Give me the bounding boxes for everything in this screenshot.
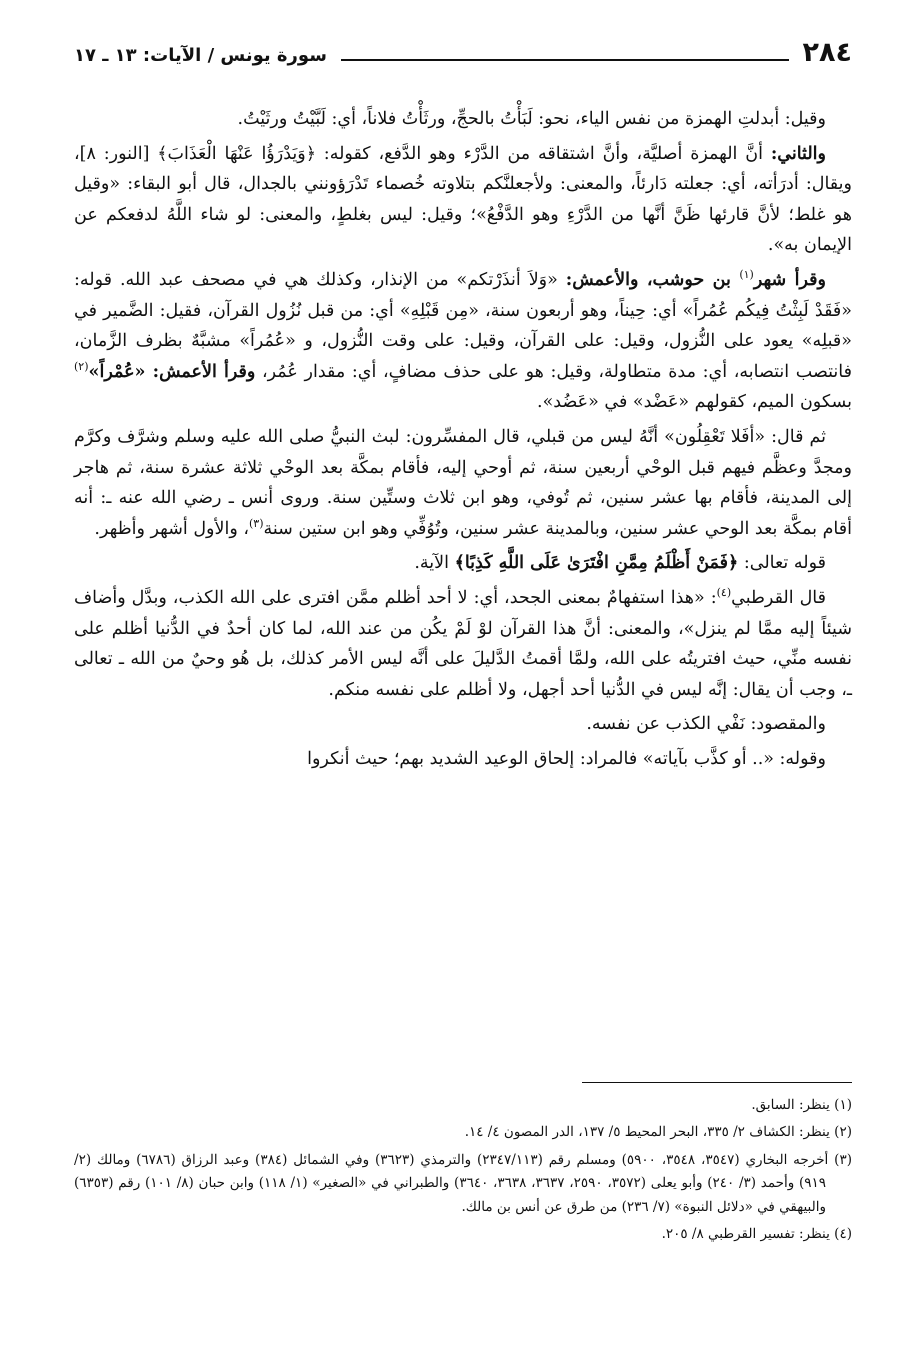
- footnotes: [74, 1094, 852, 1250]
- paragraph-2-label: والثاني:: [770, 143, 826, 164]
- paragraph-3: [74, 265, 852, 418]
- footnote-2: (٢) ينظر: الكشاف ٢/ ٣٣٥، البحر المحيط ٥/ ١٣٧، الدر المصون ٤/ ١٤.: [464, 1124, 852, 1141]
- footnote-ref-1[interactable]: (١): [739, 268, 754, 282]
- paragraph-6-start: قال القرطبي: [731, 587, 826, 608]
- paragraph-5: [74, 548, 852, 579]
- paragraph-3-text-a: «وَلاَ أنذَرْتكم» من الإنذار، وكذلك هي في مصحف عبد الله. قوله: «فَقَدْ لَبِثْتُ فِيكُم عُمُراً» أي: حِيناً، وهو أربعون سنة، «مِن قَبْلِهِ» أي: من قبل نُزُول القرآن، فقيل: الضَّمير في «قبلِه» يعود على النُّزول، وقيل: على القرآن، وقيل: على وقت النُّزول، و «عُمُراً» مشبَّهٌ بظرف الزَّمان، فانتصب انتصابه، أي: مدة متطاولة، وقيل: هو على حذف مضافٍ، أي: مقدار عُمُر،: [74, 269, 852, 382]
- paragraph-7: [74, 709, 852, 740]
- paragraph-1: [74, 104, 852, 135]
- footnote-1: (١) ينظر: السابق.: [751, 1097, 852, 1113]
- footnote-3: (٣) أخرجه البخاري (٣٥٤٧، ٣٥٤٨، ٥٩٠٠) ومسلم رقم (٢٣٤٧/١١٣) والترمذي (٣٦٢٣) وفي الشمائل (٣٨٤) وعبد الرزاق (٦٧٨٦) ومالك (٢/ ٩١٩) وأحمد (٣/ ٢٤٠) وأبو يعلى (٣٥٧٢، ٢٥٩٠، ٣٦٣٧، ٣٦٣٨، ٣٦٤٠) والطبراني في «الصغير» (١/ ١١٨) وابن حبان (٨/ ١٠١) رقم (٦٣٥٣) والبيهقي في «دلائل النبوة» (٧/ ٢٣٦) من طرق عن أنس بن مالك.: [74, 1151, 852, 1215]
- page-number: ٢٨٤: [802, 37, 852, 68]
- paragraph-6: [74, 583, 852, 705]
- paragraph-6-text: : «هذا استفهامٌ بمعنى الجحد، أي: لا أحد أظلم ممَّن افترى على الله الكذب، وبدَّل وأضاف شيئاً إليه ممَّا لم ينزل»، والمعنى: أنَّ هذا القرآن لوْ لَمْ يكُن من عند الله، لما كان أحدٌ في الدُّنيا أظلم على نفسه منِّي، حيث افتريتُه على الله، ولمَّا أقمتُ الدَّليلَ على أنَّه ليس الأمر كذلك، بل هُو وحيٌ من الله ـ تعالى ـ، وجب أن يقال: إنَّه ليس في الدُّنيا أحد أجهل، ولا أظلم على نفسه منكم.: [74, 587, 852, 700]
- paragraph-8: [74, 744, 852, 775]
- paragraph-2-text: أنَّ الهمزة أصليَّة، وأنَّ اشتقاقه من الدَّرْء وهو الدَّفع، كقوله: ﴿وَيَدْرَؤُا عَنْهَا الْعَذَابَ﴾ [النور: ٨]، ويقال: أدرَأته، أي: جعلته دَارئاً، والمعنى: ولأجعلنَّكم بتلاوته خُصماء تَدْرَؤونني بالجدال، قال أبو البقاء: «وقيل هو غلط؛ لأنَّ قارئها ظَنَّ أنَّها من الدَّرْءِ وهو الدَّفْعُ»؛ وقيل: ليس بغلطٍ، والمعنى: لو شاء اللَّهُ لدفعكم عن الإيمان به».: [74, 143, 852, 256]
- paragraph-2: [74, 139, 852, 261]
- paragraph-3-label: وقرأ شهر: [753, 269, 827, 290]
- paragraph-8-text: وقوله: «.. أو كذَّب بآياته» فالمراد: إلحاق الوعيد الشديد بهم؛ حيث أنكروا: [307, 748, 826, 769]
- paragraph-5-start: قوله تعالى:: [738, 553, 826, 574]
- paragraph-5-end: الآية.: [414, 553, 455, 574]
- quran-verse: ﴿فَمَنْ أَظْلَمُ مِمَّنِ افْتَرَىٰ عَلَى اللَّهِ كَذِبًا﴾: [454, 553, 739, 574]
- running-title: سورة يونس / الآيات: ١٣ ـ ١٧: [74, 45, 327, 66]
- footnote-ref-4[interactable]: (٤): [716, 586, 732, 600]
- paragraph-4-end: ، والأول أشهر وأظهر.: [94, 518, 249, 539]
- footnote-separator: [582, 1082, 852, 1083]
- paragraph-3-label-3: وقرأ الأعمش: «عُمْراً»: [88, 361, 256, 382]
- header-rule: [341, 59, 789, 61]
- paragraph-4: [74, 422, 852, 544]
- paragraph-3-label-2: بن حوشب، والأعمش:: [565, 269, 740, 290]
- footnote-4: (٤) ينظر: تفسير القرطبي ٨/ ٢٠٥.: [661, 1226, 852, 1243]
- paragraph-4-text: ثم قال: «أفَلا تَعْقِلُون» أنَّهُ ليس من قبلي، قال المفسِّرون: لبث النبيُّ صلى الله عليه وسلم وشرَّف وكرَّم ومجدَّ وعظَّم فيهم قبل الوحْي أربعين سنة، ثم أوحي إليه، فأقام بمكَّة بعد الوحْي ثلاثة عشرة سنة، ثم هاجر إلى المدينة، فأقام بها عشر سنين، ثم تُوفي، وهو ابن ثلاث وستِّين سنة. وروى أنس ـ رضي الله عنه ـ: أنه أقام بمكَّة بعد الوحي عشر سنين، وبالمدينة عشر سنين، وتُوُفِّي وهو ابن ستين سنة: [74, 426, 852, 539]
- book-page: [74, 0, 852, 1371]
- page-header: [74, 28, 852, 68]
- paragraph-1-text: وقيل: أبدلتِ الهمزة من نفس الياء، نحو: لَبَأْتُ بالحجِّ، ورثَأْتُ فلاناً، أي: لَبَّيْتُ ورثَيْتُ.: [237, 109, 826, 129]
- main-text: [74, 104, 852, 778]
- paragraph-3-text-b: بسكون الميم، كقولهم «عَضْد» في «عَضُد».: [537, 392, 852, 413]
- footnote-ref-2[interactable]: (٢): [74, 359, 89, 373]
- paragraph-7-text: والمقصود: نَفْي الكذب عن نفسه.: [586, 714, 826, 735]
- footnote-ref-3[interactable]: (٣): [249, 516, 264, 530]
